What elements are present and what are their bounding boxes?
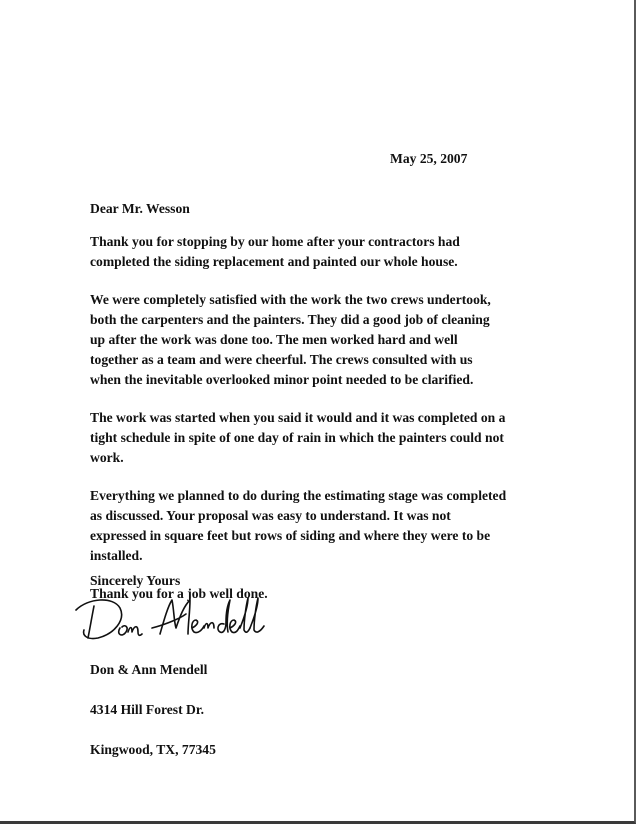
- paragraph-5: Thank you for a job well done.: [90, 586, 268, 601]
- sender-name: Don & Ann Mendell: [90, 662, 208, 677]
- letter-body: [90, 232, 550, 622]
- paragraph-1: Thank you for stopping by our home after your contractors had completed the siding replacement and painted our whole house.: [90, 234, 460, 269]
- handwritten-signature: [68, 588, 278, 648]
- paragraph-3: The work was started when you said it would and it was completed on a tight schedule in spite of one day of rain in which the painters could not work.: [90, 410, 506, 465]
- paragraph-2: We were completely satisfied with the work the two crews undertook, both the carpenters and the painters. They did a good job of cleaning up after the work was done too. The men worked hard and well together as a team and were cheerful. The crews consulted with us when the inevitable overlooked minor point needed to be clarified.: [90, 292, 491, 387]
- sender-street: 4314 Hill Forest Dr.: [90, 702, 205, 717]
- letter-date: May 25, 2007: [390, 151, 468, 166]
- sender-address: [90, 640, 216, 780]
- closing: Sincerely Yours: [90, 573, 181, 588]
- sender-city: Kingwood, TX, 77345: [90, 742, 216, 757]
- paragraph-4: Everything we planned to do during the estimating stage was completed as discussed. Your proposal was easy to understand. It was not expressed in square feet but rows of siding and where they were to be installed.: [90, 488, 507, 563]
- salutation: Dear Mr. Wesson: [90, 201, 190, 216]
